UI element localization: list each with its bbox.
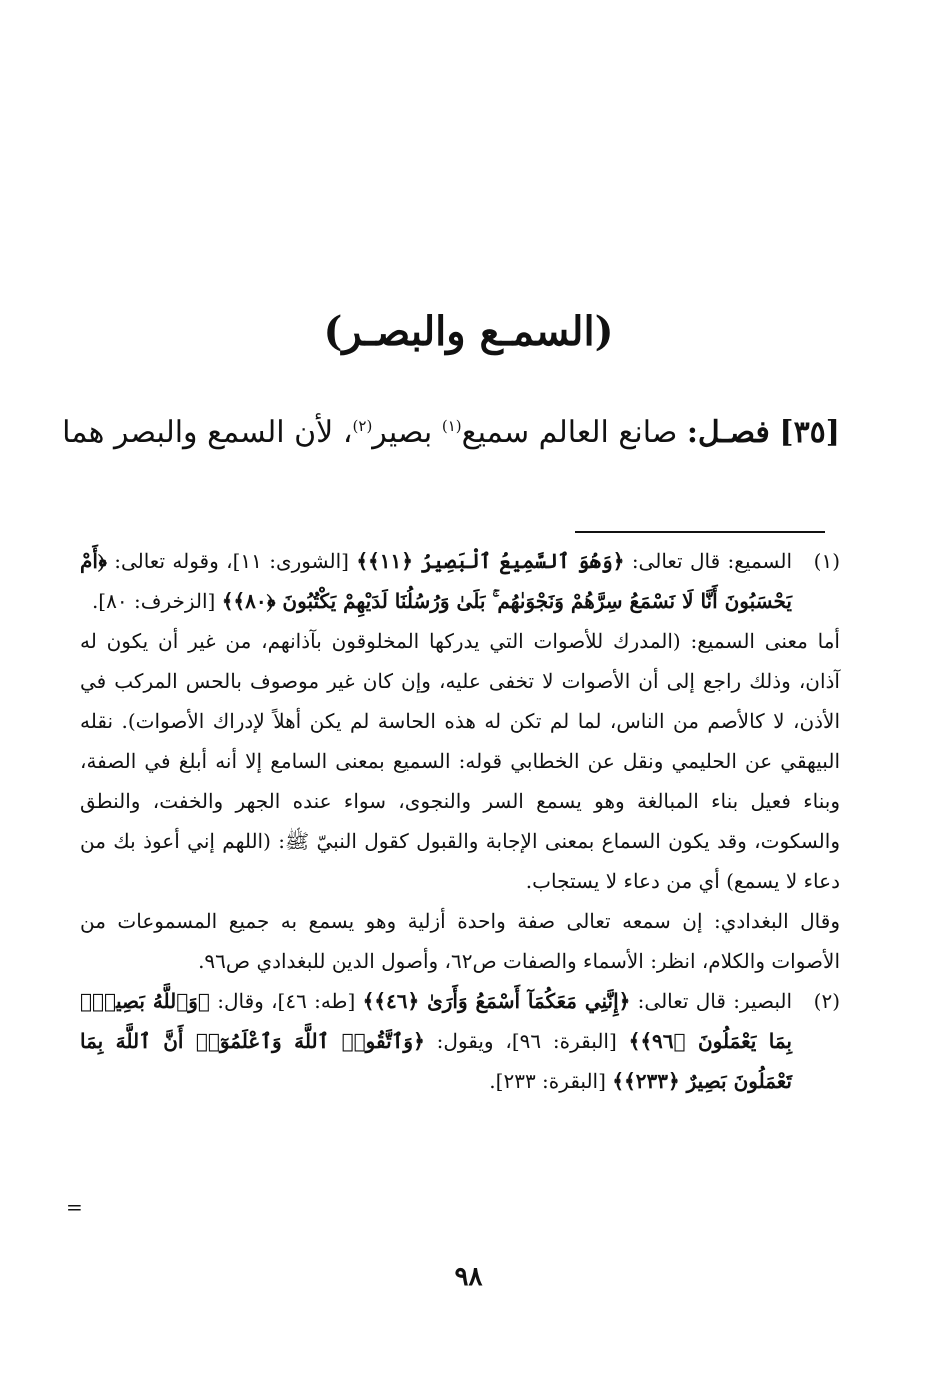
footnote-1-text1: السميع: قال تعالى:	[631, 549, 793, 573]
footnote-2-verse2: ﴿وَٱللَّهُ بَصِيرٌۢ بِمَا يَعْمَلُونَ ﴿٩٦﴾﴾	[80, 989, 793, 1053]
footnote-2-verse1: ﴿إِنَّنِي مَعَكُمَآ أَسْمَعُ وَأَرَىٰ ﴿٤٦﴾﴾	[362, 989, 631, 1013]
footnote-2	[80, 981, 840, 1101]
footnote-1-number: (١)	[813, 549, 840, 573]
main-text-part1: صانع العالم سميع	[461, 415, 678, 450]
main-text-part3: ، لأن السمع والبصر هما	[62, 415, 353, 450]
footnote-ref-1[interactable]: (١)	[441, 417, 462, 435]
footnote-ref-2[interactable]: (٢)	[352, 417, 373, 435]
footnote-separator	[575, 531, 825, 533]
footnote-2-number: (٢)	[813, 989, 840, 1013]
main-text-part2: بصير	[372, 415, 433, 450]
footnotes	[80, 541, 840, 1101]
footnote-1	[80, 541, 840, 621]
footnote-1-text3: [الزخرف: ٨٠].	[91, 589, 216, 613]
continuation-mark: =	[66, 1195, 83, 1219]
footnote-1-paragraph-2: أما معنى السميع: (المدرك للأصوات التي يدركها المخلوقون بآذانهم، من غير أن يكون له آذان، وذلك راجع إلى أن الأصوات لا تخفى عليه، وإن كان غير موصوف بالحس المركب في الأذن، لا كالأصم من الناس، لما لم تكن له هذه الحاسة لم يكن أهلاً لإدراك الأصوات). نقله البيهقي عن الحليمي ونقل عن الخطابي قوله: السميع بمعنى السامع إلا أنه أبلغ في الصفة، وبناء فعيل بناء المبالغة وهو يسمع السر والنجوى، سواء عنده الجهر والخفت، والنطق والسكوت، وقد يكون السماع بمعنى الإجابة والقبول كقول النبيّ ﷺ: (اللهم إني أعوذ بك من دعاء لا يسمع) أي من دعاء لا يستجاب.	[80, 629, 840, 893]
footnote-2-verse3: ﴿وَٱتَّقُوا۟ ٱللَّهَ وَٱعْلَمُوٓا۟ أَنَّ ٱللَّهَ بِمَا تَعْمَلُونَ بَصِيرٌ ﴿٢٣٣﴾﴾	[80, 1029, 792, 1093]
section-title: (السمـع والبصـر)	[323, 308, 614, 355]
section-label: فصـل:	[686, 415, 770, 450]
footnote-2-text3: [البقرة: ٩٦]، ويقول:	[436, 1029, 617, 1053]
footnote-2-text4: [البقرة: ٢٣٣].	[489, 1069, 606, 1093]
page-number: ٩٨	[454, 1262, 483, 1292]
main-text-line	[62, 408, 840, 458]
section-number: [٣٥]	[779, 415, 840, 450]
footnote-1-paragraph-3: وقال البغدادي: إن سمعه تعالى صفة واحدة أزلية وهو يسمع به جميع المسموعات من الأصوات والكلام، انظر: الأسماء والصفات ص٦٢، وأصول الدين للبغدادي ص٩٦.	[80, 909, 840, 973]
footnote-1-text2: [الشورى: ١١]، وقوله تعالى:	[114, 549, 349, 573]
footnote-1-verse2: ﴿أَمْ يَحْسَبُونَ أَنَّا لَا نَسْمَعُ سِرَّهُمْ وَنَجْوَىٰهُم ۚ بَلَىٰ وَرُسُلُنَا لَدَيْهِمْ يَكْتُبُونَ ﴿٨٠﴾﴾	[80, 549, 792, 613]
footnote-1-verse1: ﴿وَهُوَ ٱلسَّمِيعُ ٱلْبَصِيرُ ﴿١١﴾﴾	[356, 549, 625, 573]
footnote-2-text2: [طه: ٤٦]، وقال:	[217, 989, 356, 1013]
footnote-2-text1: البصير: قال تعالى:	[637, 989, 793, 1013]
